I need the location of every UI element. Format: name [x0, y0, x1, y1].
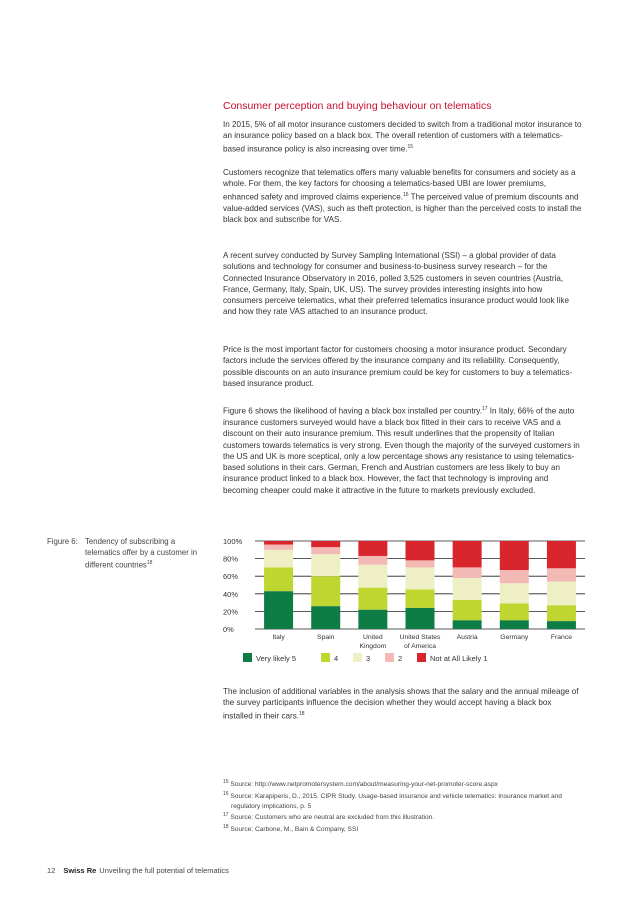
- bar-segment: [358, 588, 387, 610]
- bar-segment: [453, 600, 482, 620]
- bar-segment: [406, 567, 435, 589]
- bar-segment: [406, 541, 435, 560]
- footnotes: [223, 778, 583, 835]
- bar-segment: [358, 541, 387, 556]
- bar-segment: [311, 554, 340, 576]
- legend-label: 4: [334, 654, 339, 663]
- y-tick-label: 0%: [223, 625, 234, 634]
- bar-segment: [547, 621, 576, 629]
- paragraph-5: Figure 6 shows the likelihood of having a black box installed per country.$^{17}$ In Italy, 66% of the auto insurance customers surveyed would have a black box fitted in their cars to receive VAS and a discount on their auto insurance premium. This result underlines that the propensity of Italian customers towards telematics is very strong. Even though the majority of the surveyed customers in the US and UK is more sceptical, only a low percentage shows any resistance to using telematics-based solutions in their cars. German, French and Austrian customers are less likely to buy an insurance product linked to a black box. However, the fact that technology is improving and becoming cheaper could make it attractive in the future to markets previously excluded.: [223, 406, 580, 495]
- paragraph-1: In 2015, 5% of all motor insurance customers decided to switch from a traditional motor insurance to an insurance policy based on a black box. The overall retention of customers with a telematics-based insurance policy is also increasing over time.$^{15}$: [223, 120, 582, 154]
- bar-segment: [547, 581, 576, 605]
- legend-label: 2: [398, 654, 403, 663]
- legend-label: Not at All Likely 1: [430, 654, 488, 663]
- footnote: $^{18}$ Source: Carbone, M., Bain & Company, SSI: [223, 824, 359, 834]
- legend-swatch: [353, 653, 362, 662]
- footnote: $^{16}$ Source: Karapiperis, D., 2015. CIPR Study. Usage-based insurance and vehicle telematics: Insurance market and regulatory implications, p. 5: [223, 790, 562, 810]
- page-number: 12: [47, 866, 56, 875]
- bar-segment: [547, 568, 576, 581]
- paragraph-6: The inclusion of additional variables in the analysis shows that the salary and the annual mileage of the survey participants influence the decision whether they would accept having a black box installed in their cars.$^{18}$: [223, 687, 579, 721]
- bar-segment: [358, 565, 387, 588]
- x-tick-label: Italy: [272, 634, 285, 641]
- bar-segment: [406, 608, 435, 629]
- bar-segment: [264, 567, 293, 591]
- legend-swatch: [385, 653, 394, 662]
- bar-segment: [311, 576, 340, 606]
- bar-segment: [311, 547, 340, 554]
- x-tick-label: United Kingdom: [359, 634, 387, 650]
- figure-caption-text: Tendency of subscribing a telematics offer by a customer in different countries$^{18}$: [85, 537, 198, 570]
- bar-segment: [453, 567, 482, 578]
- footnote: $^{15}$ Source: http://www.netpromotersystem.com/about/measuring-your-net-promoter-score.aspx: [223, 779, 498, 789]
- y-tick-label: 20%: [223, 607, 239, 617]
- bar-segment: [547, 541, 576, 568]
- legend-swatch: [321, 653, 330, 662]
- paragraph-2: Customers recognize that telematics offers many valuable benefits for consumers and society as a whole. For them, the key factors for choosing a telematics-based UBI are lower premiums, enhanced safety and improved claims experience.$^{16}$ The perceived value of premium discounts and value-added services (VAS), such as theft protection, is higher than the perceived costs to install the black box and subscribe for VAS.: [223, 168, 582, 224]
- bar-segment: [453, 620, 482, 629]
- bar-segment: [453, 578, 482, 600]
- bar-segment: [500, 620, 529, 629]
- paragraph-4: Price is the most important factor for customers choosing a motor insurance product. Secondary factors include the services offered by the insurance company and its reliability. Consequently, possible discounts on an auto insurance premium could be key for customers to buy a telematics-based insurance product.: [223, 345, 573, 388]
- bar-segment: [406, 589, 435, 607]
- bar-segment: [264, 550, 293, 568]
- legend-swatch: [243, 653, 252, 662]
- y-tick-label: 60%: [223, 572, 239, 582]
- page-footer: [47, 866, 229, 875]
- legend-label: 3: [366, 654, 371, 663]
- bar-segment: [500, 583, 529, 603]
- bar-segment: [406, 560, 435, 567]
- x-tick-label: Austria: [456, 634, 478, 641]
- publication-title: Unveiling the full potential of telematics: [99, 866, 229, 875]
- bar-segment: [453, 541, 482, 567]
- x-tick-label: Germany: [500, 634, 529, 641]
- y-tick-label: 100%: [223, 537, 243, 546]
- bar-segment: [500, 541, 529, 570]
- x-tick-label: France: [550, 634, 573, 641]
- bar-segment: [311, 606, 340, 629]
- brand-name: Swiss Re: [63, 866, 97, 875]
- x-tick-label: United States of America: [399, 634, 441, 650]
- bar-segment: [311, 541, 340, 547]
- bar-segment: [500, 570, 529, 583]
- bar-segment: [358, 556, 387, 565]
- section-heading: Consumer perception and buying behaviour on telematics: [223, 100, 492, 112]
- footnote: $^{17}$ Source: Customers who are neutral are excluded from this illustration.: [223, 812, 435, 822]
- stacked-bar-chart: [223, 533, 593, 678]
- figure-number: Figure 6:: [47, 537, 78, 546]
- legend-label: Very likely 5: [256, 654, 297, 663]
- x-tick-label: Spain: [317, 634, 335, 641]
- legend-swatch: [417, 653, 426, 662]
- bar-segment: [547, 605, 576, 621]
- paragraph-3: A recent survey conducted by Survey Sampling International (SSI) – a global provider of data solutions and technology for consumer and business-to-business survey research – for the Connected Insurance Observatory in 2016, polled 3,525 customers in seven countries (Austria, France, Germany, Italy, Spain, UK, US). The survey provides interesting insights into how consumers perceive telematics, what their preferred telematics insurance product would look like and how they rate VAS attached to an insurance product.: [223, 251, 569, 317]
- y-tick-label: 40%: [223, 589, 239, 599]
- bar-segment: [500, 603, 529, 620]
- bar-segment: [358, 610, 387, 629]
- bar-segment: [264, 545, 293, 550]
- bar-segment: [264, 541, 293, 545]
- bar-segment: [264, 591, 293, 629]
- y-tick-label: 80%: [223, 554, 239, 564]
